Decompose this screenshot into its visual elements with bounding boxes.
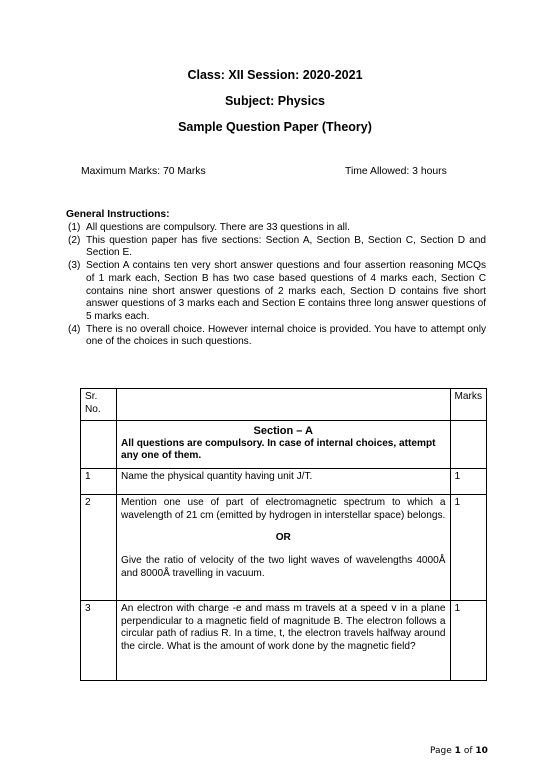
question-text: Mention one use of part of electromagnetic spectrum to which a wavelength of 21 cm (emitted by hydrogen in interstellar space) belongs. [121, 497, 446, 521]
page-footer [430, 746, 488, 756]
question-text: An electron with charge -e and mass m travels at a speed v in a plane perpendicular to a magnetic field of magnitude B. The electron follows a circular path of radius R. In a time, t, the electron travels halfway around the circle. What is the amount of work done by the magnetic field? [117, 601, 451, 681]
instruction-number: (2) [68, 234, 81, 246]
question-number: 1 [81, 469, 117, 495]
section-cell [117, 421, 451, 469]
maximum-marks: Maximum Marks: 70 Marks [81, 166, 206, 177]
sr-no-header: Sr. No. [81, 389, 117, 421]
subject-title: Subject: Physics [224, 94, 326, 108]
of-label: of [463, 746, 473, 756]
instruction-number: (4) [68, 323, 81, 335]
marks-header: Marks [450, 389, 486, 421]
question-marks: 1 [450, 495, 486, 601]
instruction-number: (1) [68, 222, 81, 233]
question-table [80, 388, 487, 681]
section-header-row [81, 421, 487, 469]
page-total: 10 [475, 746, 488, 756]
section-title: Section – A [253, 425, 313, 437]
alternative-question-text: Give the ratio of velocity of the two light waves of wavelengths 4000Å and 8000Å travelling in vacuum. [121, 555, 446, 579]
paper-title: Sample Question Paper (Theory) [178, 120, 372, 134]
section-note: All questions are compulsory. In case of internal choices, attempt any one of them. [121, 437, 436, 462]
instruction-text: This question paper has five sections: Section A, Section B, Section C, Section D and Section E. [86, 234, 486, 259]
instruction-number: (3) [68, 260, 81, 272]
instruction-item [66, 222, 486, 235]
question-marks: 1 [450, 601, 486, 681]
page-label: Page [430, 746, 452, 756]
table-header-row [81, 389, 487, 421]
instructions-heading: General Instructions: [66, 209, 170, 220]
question-text: Name the physical quantity having unit J/T. [117, 469, 451, 495]
question-marks: 1 [450, 469, 486, 495]
question-header [117, 389, 451, 421]
time-allowed: Time Allowed: 3 hours [345, 166, 447, 177]
question-cell [117, 495, 451, 601]
question-number: 3 [81, 601, 117, 681]
instruction-text: There is no overall choice. However internal choice is provided. You have to attempt only one of the choices in such questions. [86, 323, 486, 348]
instruction-text: Section A contains ten very short answer questions and four assertion reasoning MCQs of 1 mark each, Section B has two case based questions of 4 marks each, Section C contains nine short answer questions of 2 marks each, Section D contains five short answer questions of 3 marks each and Section E contains three long answer questions of 5 marks each. [86, 260, 486, 322]
instruction-item [66, 260, 486, 324]
instruction-item [66, 235, 486, 260]
table-row [81, 495, 487, 601]
table-row [81, 469, 487, 495]
instruction-text: All questions are compulsory. There are 33 questions in all. [86, 222, 350, 233]
page-number: 1 [454, 746, 461, 756]
instruction-item [66, 324, 486, 349]
instructions-list [66, 222, 486, 349]
table-row [81, 601, 487, 681]
class-session-title: Class: XII Session: 2020-2021 [187, 68, 363, 82]
question-number: 2 [81, 495, 117, 601]
or-separator: OR [275, 532, 291, 544]
